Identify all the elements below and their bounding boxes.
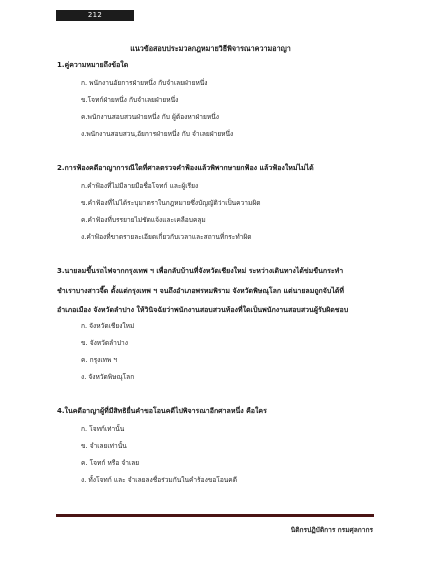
question-4-choice-d: ง. ทั้งโจทก์ และ จำเลยลงชื่อร่วมกันในคำร้องขอโอนคดี <box>81 476 237 484</box>
question-3-choice-c: ค. กรุงเทพ ฯ <box>81 356 118 364</box>
question-2-choice-c: ค.คำฟ้องที่บรรยายไม่ชัดแจ้งและเคลือบคลุม <box>81 216 206 224</box>
question-4-choice-c: ค. โจทก์ หรือ จำเลย <box>81 459 140 467</box>
page-number-tab: 212 <box>56 10 134 21</box>
question-1-choice-a: ก. พนักงานอัยการฝ่ายหนึ่ง กับจำเลยฝ่ายหนึ่ง <box>81 79 208 87</box>
question-3-choice-a: ก. จังหวัดเชียงใหม่ <box>81 322 135 330</box>
document-title: แนวข้อสอบประมวลกฎหมายวิธีพิจารณาความอาญา <box>130 44 291 53</box>
question-3-choice-d: ง. จังหวัดพิษณุโลก <box>81 373 135 381</box>
question-4: 4.ในคดีอาญาผู้ที่มีสิทธิยื่นคำขอโอนคดีไปพิจารณาอีกศาลหนึ่ง คือใคร <box>57 407 267 415</box>
question-1-choice-c: ค.พนักงานสอบสวนฝ่ายหนึ่ง กับ ผู้ต้องหาฝ่ายหนึ่ง <box>81 113 219 121</box>
question-2: 2.การฟ้องคดีอาญาการณีใดที่ศาลตรวจคำฟ้องแล้วพิพากษายกฟ้อง แล้วฟ้องใหม่ไม่ได้ <box>57 164 314 172</box>
question-3: 3.นายลมขึ้นรถไฟจากกรุงเทพ ฯ เพื่อกลับบ้านที่จังหวัดเชียงใหม่ ระหว่างเดินทางได้ข่มขืนกระทำชำเราบางสาวจี๊ด ตั้งแต่กรุงเทพ ฯ จนถึงอำเภอพรหมพิราม จังหวัดพิษณุโลก แต่นายลมถูกจับได้ที่อำเภอเมือง จังหวัดลำปาง ให้วินิจฉัยว่าพนักงานสอบสวนท้องที่ใดเป็นพนักงานสอบสวนผู้รับผิดชอบ <box>57 267 349 314</box>
question-2-choice-b: ข.คำฟ้องที่ไม่ได้ระบุมาตราในกฎหมายซึ่งบัญญัติว่าเป็นความผิด <box>81 199 261 207</box>
question-2-choice-a: ก.คำฟ้องที่ไม่มีลายมือชื่อโจทก์ และผู้เรียง <box>81 182 199 190</box>
question-2-choice-d: ง.คำฟ้องที่ขาดรายละเอียดเกี่ยวกับเวลาและสถานที่กระทำผิด <box>81 233 252 241</box>
question-4-choice-a: ก. โจทก์เท่านั้น <box>81 425 125 433</box>
question-1-choice-b: ข.โจทก์ฝ่ายหนึ่ง กับจำเลยฝ่ายหนึ่ง <box>81 96 179 104</box>
question-3-choice-b: ข. จังหวัดลำปาง <box>81 339 128 347</box>
question-1: 1.คู่ความหมายถึงข้อใด <box>57 61 129 69</box>
footer-rule <box>56 514 374 517</box>
footer-text: นิติกรปฏิบัติการ กรมศุลกากร <box>290 526 373 534</box>
question-1-choice-d: ง.พนักงานสอบสวน,อัยการฝ่ายหนึ่ง กับ จำเลยฝ่ายหนึ่ง <box>81 130 234 138</box>
question-4-choice-b: ข. จำเลยเท่านั้น <box>81 442 127 450</box>
